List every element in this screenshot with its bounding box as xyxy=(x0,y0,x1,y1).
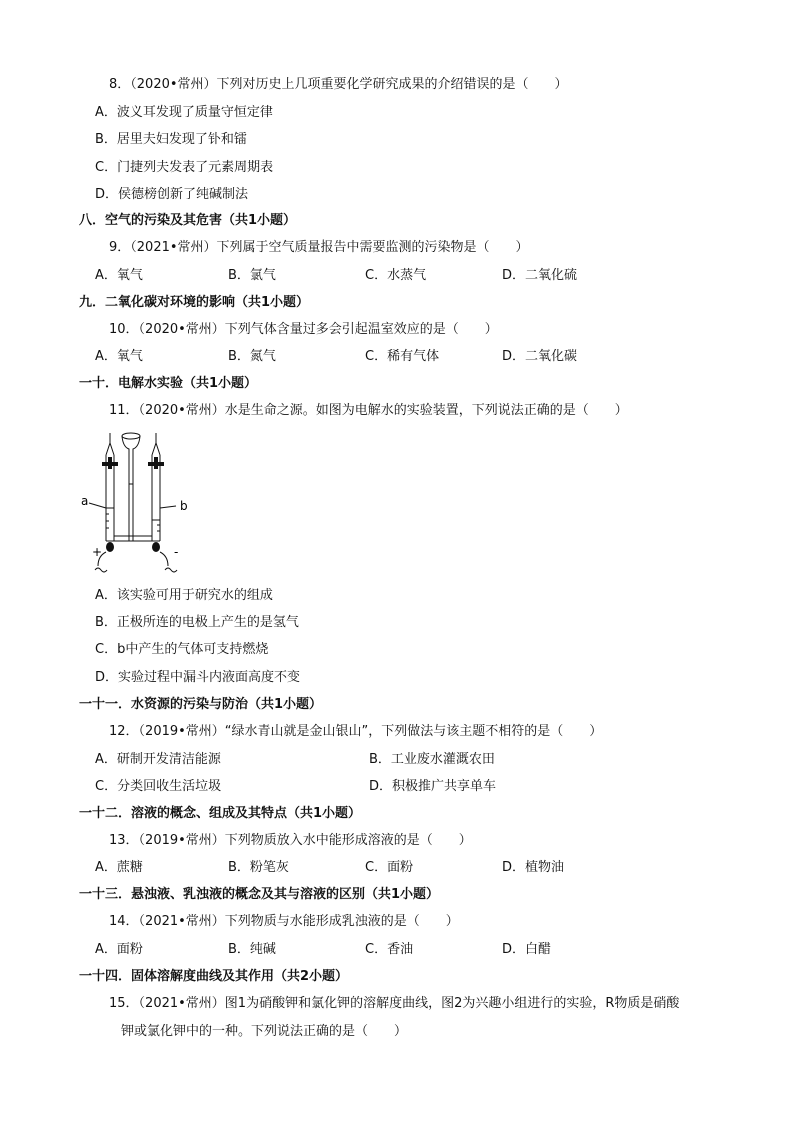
q9-option-d: D．二氧化硫 xyxy=(502,268,578,283)
q12-option-a: A．研制开发清洁能源 xyxy=(95,752,221,767)
label-plus: + xyxy=(92,545,103,559)
section-heading-11: 一十一．水资源的污染与防治（共1小题） xyxy=(79,697,323,712)
section-heading-10: 一十．电解水实验（共1小题） xyxy=(79,376,258,391)
question-11-stem: 11．（2020•常州）水是生命之源。如图为电解水的实验装置，下列说法正确的是（ ） xyxy=(109,403,628,418)
q14-option-c: C．香油 xyxy=(365,942,414,957)
q10-option-b: B．氮气 xyxy=(228,349,276,364)
q14-option-a: A．面粉 xyxy=(95,942,143,957)
q14-option-b: B．纯碱 xyxy=(228,942,276,957)
section-heading-9: 九．二氧化碳对环境的影响（共1小题） xyxy=(79,295,310,310)
q10-option-c: C．稀有气体 xyxy=(365,349,440,364)
q13-option-d: D．植物油 xyxy=(502,860,565,875)
section-heading-14: 一十四．固体溶解度曲线及其作用（共2小题） xyxy=(79,969,349,984)
label-a: a xyxy=(81,494,89,508)
q9-option-a: A．氧气 xyxy=(95,268,143,283)
label-b: b xyxy=(180,499,188,513)
question-8-stem: 8．（2020•常州）下列对历史上几项重要化学研究成果的介绍错误的是（ ） xyxy=(109,77,568,92)
question-9-stem: 9．（2021•常州）下列属于空气质量报告中需要监测的污染物是（ ） xyxy=(109,240,529,255)
q8-option-c: C．门捷列夫发表了元素周期表 xyxy=(95,160,274,175)
q13-option-b: B．粉笔灰 xyxy=(228,860,289,875)
q8-option-b: B．居里夫妇发现了钋和镭 xyxy=(95,132,247,147)
label-minus: - xyxy=(174,545,179,559)
q11-option-b: B．正极所连的电极上产生的是氢气 xyxy=(95,615,299,630)
q11-option-d: D．实验过程中漏斗内液面高度不变 xyxy=(95,670,301,685)
q12-option-d: D．积极推广共享单车 xyxy=(369,779,497,794)
q14-option-d: D．白醋 xyxy=(502,942,552,957)
q11-option-a: A．该实验可用于研究水的组成 xyxy=(95,588,273,603)
q13-option-a: A．蔗糖 xyxy=(95,860,143,875)
question-13-stem: 13．（2019•常州）下列物质放入水中能形成溶液的是（ ） xyxy=(109,833,472,848)
q9-option-b: B．氯气 xyxy=(228,268,276,283)
section-heading-12: 一十二．溶液的概念、组成及其特点（共1小题） xyxy=(79,806,362,821)
question-15-stem-line1: 15．（2021•常州）图1为硝酸钾和氯化钾的溶解度曲线，图2为兴趣小组进行的实验，R物质是硝酸 xyxy=(109,996,680,1011)
q10-option-d: D．二氧化碳 xyxy=(502,349,578,364)
question-15-stem-line2: 钾或氯化钾中的一种。下列说法正确的是（ ） xyxy=(121,1024,408,1039)
electrolysis-apparatus-figure xyxy=(76,428,194,580)
q8-option-a: A．波义耳发现了质量守恒定律 xyxy=(95,105,273,120)
section-heading-13: 一十三．悬浊液、乳浊液的概念及其与溶液的区别（共1小题） xyxy=(79,887,440,902)
q12-option-b: B．工业废水灌溉农田 xyxy=(369,752,495,767)
q10-option-a: A．氧气 xyxy=(95,349,143,364)
question-10-stem: 10．（2020•常州）下列气体含量过多会引起温室效应的是（ ） xyxy=(109,322,498,337)
question-14-stem: 14．（2021•常州）下列物质与水能形成乳浊液的是（ ） xyxy=(109,914,459,929)
section-heading-8: 八．空气的污染及其危害（共1小题） xyxy=(79,213,297,228)
q8-option-d: D．侯德榜创新了纯碱制法 xyxy=(95,187,249,202)
question-12-stem: 12．（2019•常州）“绿水青山就是金山银山”，下列做法与该主题不相符的是（ ） xyxy=(109,724,603,739)
q12-option-c: C．分类回收生活垃圾 xyxy=(95,779,222,794)
q13-option-c: C．面粉 xyxy=(365,860,414,875)
q11-option-c: C．b中产生的气体可支持燃烧 xyxy=(95,642,269,657)
q9-option-c: C．水蒸气 xyxy=(365,268,427,283)
